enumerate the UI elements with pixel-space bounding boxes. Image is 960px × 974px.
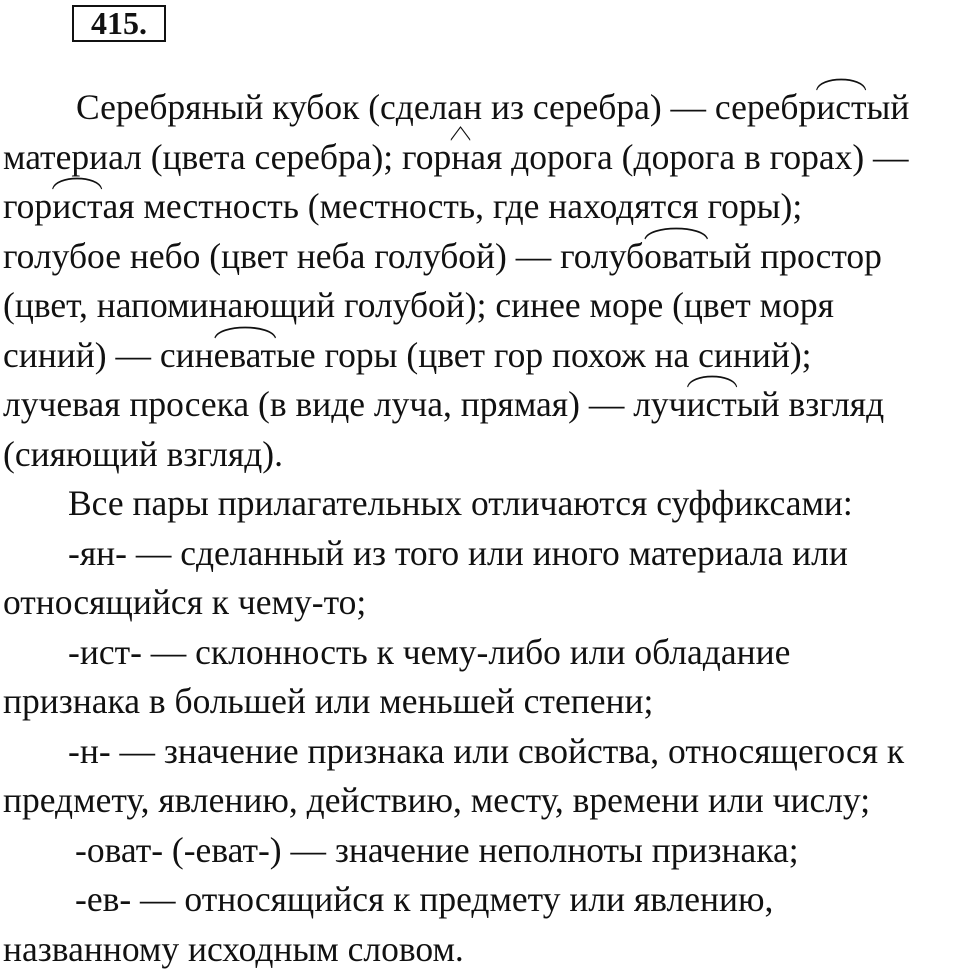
text-line: материал (цвета серебра); горн ая дорога (дорога в горах) — bbox=[3, 133, 960, 183]
suffix-mark: оват bbox=[644, 232, 708, 282]
text-line: относящийся к чему-то; bbox=[3, 578, 960, 628]
task-number: 415. bbox=[91, 5, 147, 41]
exercise-text bbox=[3, 83, 960, 974]
suffix-arc-icon bbox=[686, 372, 738, 388]
text-line: Все пары прилагательных отличаются суффиксами: bbox=[3, 479, 960, 529]
text-line: голубое небо (цвет неба голубой) — голубоват ый простор bbox=[3, 232, 960, 282]
text-line: -ев- — относящийся к предмету или явлению, bbox=[3, 875, 960, 925]
text-line: -ист- — склонность к чему-либо или обладание bbox=[3, 628, 960, 678]
suffix-arc-icon bbox=[450, 125, 471, 141]
suffix-arc-icon bbox=[643, 224, 709, 240]
suffix-mark: ист bbox=[52, 182, 102, 232]
text-line: Серебряный кубок (сделан из серебра) — серебрист ый bbox=[3, 83, 960, 133]
text-line: признака в большей или меньшей степени; bbox=[3, 677, 960, 727]
suffix-arc-icon bbox=[815, 75, 867, 91]
suffix-arc-icon bbox=[51, 174, 103, 190]
text-line: горист ая местность (местность, где находятся горы); bbox=[3, 182, 960, 232]
suffix-mark: н bbox=[451, 133, 470, 183]
text-line: синий) — синеват ые горы (цвет гор похож на синий); bbox=[3, 331, 960, 381]
suffix-arc-icon bbox=[213, 323, 277, 339]
text-line: (цвет, напоминающий голубой); синее море (цвет моря bbox=[3, 281, 960, 331]
task-number-box bbox=[72, 5, 166, 42]
suffix-mark: ист bbox=[687, 380, 737, 430]
text-line: лучевая просека (в виде луча, прямая) — лучист ый взгляд bbox=[3, 380, 960, 430]
suffix-mark: еват bbox=[214, 331, 276, 381]
text-line: предмету, явлению, действию, месту, времени или числу; bbox=[3, 776, 960, 826]
text-line: (сияющий взгляд). bbox=[3, 430, 960, 480]
text-line: -оват- (-еват-) — значение неполноты признака; bbox=[3, 826, 960, 876]
text-line: -ян- — сделанный из того или иного материала или bbox=[3, 529, 960, 579]
suffix-mark: ист bbox=[816, 83, 866, 133]
text-line: названному исходным словом. bbox=[3, 925, 960, 974]
text-line: -н- — значение признака или свойства, относящегося к bbox=[3, 727, 960, 777]
